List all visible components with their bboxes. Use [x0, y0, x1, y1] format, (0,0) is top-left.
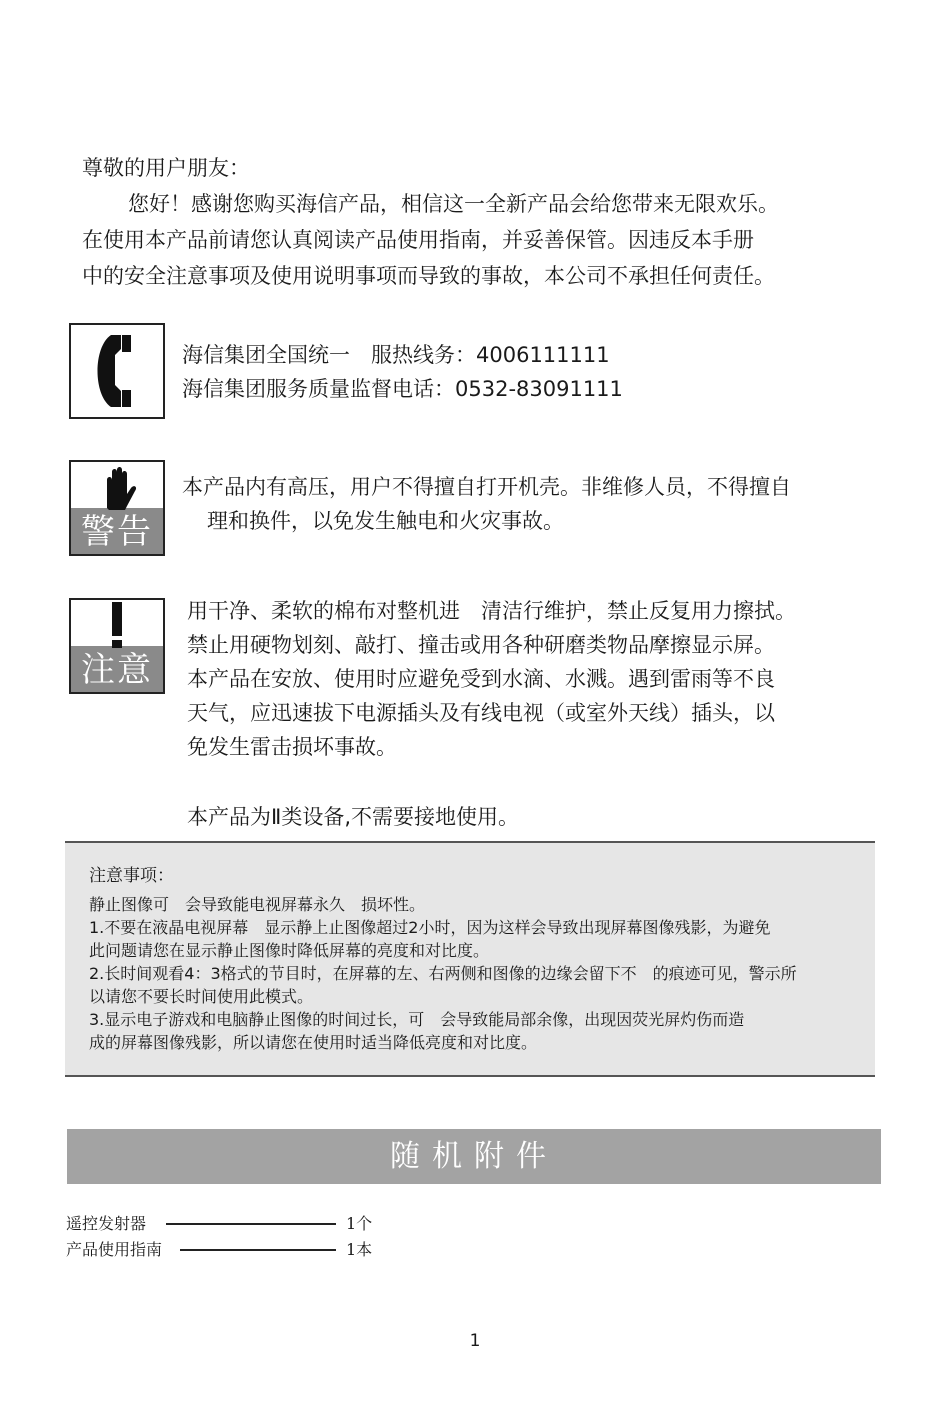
notice-line-1: 静止图像可 会导致能电视屏幕永久 损坏性。 [89, 895, 426, 914]
caution-line-1: 用干净、柔软的棉布对整机进 清洁行维护，禁止反复用力擦拭。 [187, 599, 796, 623]
warning-label: 警告 [81, 512, 153, 552]
warning-hand-icon [69, 460, 165, 556]
accessory-qty: 1个 [346, 1214, 373, 1233]
intro-paragraph-2: 在使用本产品前请您认真阅读产品使用指南，并妥善保管。因违反本手册 [82, 228, 754, 252]
hotline-line-1: 海信集团全国统一 服热线务：4006111111 [182, 343, 610, 367]
intro-section [82, 150, 882, 294]
class-note: 本产品为Ⅱ类设备,不需要接地使用。 [187, 805, 520, 829]
greeting: 尊敬的用户朋友： [82, 156, 250, 180]
caution-section [187, 594, 796, 764]
caution-line-4: 天气，应迅速拔下电源插头及有线电视（或室外天线）插头，以 [187, 701, 775, 725]
notice-line-6: 3.显示电子游戏和电脑静止图像的时间过长，可 会导致能局部余像，出现因荧光屏灼伤而造 [89, 1010, 745, 1029]
caution-line-3: 本产品在安放、使用时应避免受到水滴、水溅。遇到雷雨等不良 [187, 667, 775, 691]
phone-icon [69, 323, 165, 419]
intro-paragraph-3: 中的安全注意事项及使用说明事项而导致的事故，本公司不承担任何责任。 [82, 264, 775, 288]
page-number: 1 [469, 1331, 481, 1351]
caution-label: 注意 [81, 650, 153, 690]
notice-line-7: 成的屏幕图像残影，所以请您在使用时适当降低亮度和对比度。 [89, 1033, 538, 1052]
intro-paragraph-1: 您好！感谢您购买海信产品，相信这一全新产品会给您带来无限欢乐。 [128, 192, 779, 216]
hotline-line-2: 海信集团服务质量监督电话：0532-83091111 [182, 377, 623, 401]
hotline-section [182, 338, 623, 406]
warning-line-1: 本产品内有高压，用户不得擅自打开机壳。非维修人员，不得擅自 [182, 475, 791, 499]
leader-line [180, 1249, 336, 1251]
warning-section [182, 470, 791, 538]
exclamation-icon [69, 598, 165, 694]
caution-line-2: 禁止用硬物划刻、敲打、撞击或用各种研磨类物品摩擦显示屏。 [187, 633, 775, 657]
accessory-qty: 1本 [346, 1240, 373, 1259]
leader-line [166, 1223, 336, 1225]
notice-line-2: 1.不要在液晶电视屏幕 显示静上止图像超过2小时，因为这样会导致出现屏幕图像残影，为避免 [89, 918, 771, 937]
notice-line-5: 以请您不要长时间使用此模式。 [89, 987, 314, 1006]
accessories-title: 随机附件 [67, 1129, 881, 1184]
notice-line-4: 2.长时间观看4：3格式的节目时，在屏幕的左、右两侧和图像的边缘会留下不 的痕迹可见，警示所 [89, 964, 797, 983]
caution-line-5: 免发生雷击损坏事故。 [187, 735, 397, 759]
accessory-name: 遥控发射器 [66, 1214, 147, 1233]
notice-line-3: 此问题请您在显示静止图像时降低屏幕的亮度和对比度。 [89, 941, 490, 960]
notice-box [65, 841, 875, 1077]
accessory-item [66, 1212, 386, 1236]
notice-title: 注意事项： [89, 866, 174, 886]
accessory-name: 产品使用指南 [66, 1240, 163, 1259]
accessory-item [66, 1238, 386, 1262]
warning-line-2: 理和换件，以免发生触电和火灾事故。 [207, 509, 564, 533]
